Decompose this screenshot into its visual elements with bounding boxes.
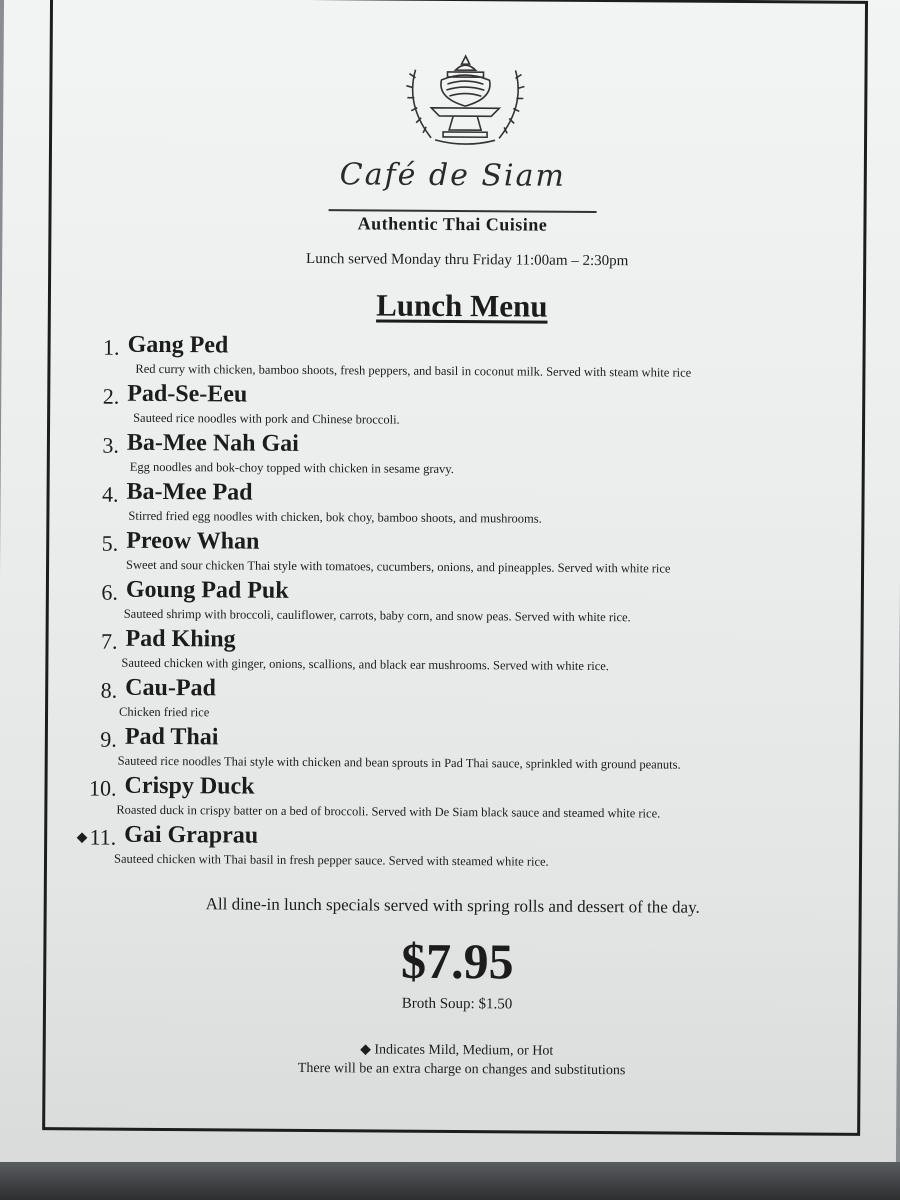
soup-price: Broth Soup: $1.50 xyxy=(401,995,513,1013)
restaurant-name: Café de Siam xyxy=(339,157,567,194)
item-title: Ba-Mee Nah Gai xyxy=(126,429,300,457)
item-description: Sauteed shrimp with broccoli, cauliflower, carrots, baby corn, and snow peas. Served with white rice. xyxy=(123,606,631,625)
item-title: Gang Ped xyxy=(127,331,229,359)
menu-item xyxy=(30,576,830,631)
menu-item xyxy=(31,331,831,386)
item-description: Stirred fried egg noodles with chicken, bok choy, bamboo shoots, and mushrooms. xyxy=(128,508,542,526)
thai-urn-logo-icon xyxy=(401,50,530,151)
item-title: Cau-Pad xyxy=(125,674,216,702)
spice-level-marker-icon: ◆ xyxy=(76,830,88,846)
item-number: 9. xyxy=(100,726,117,752)
menu-item xyxy=(29,625,829,680)
item-title: Gai Graprau xyxy=(124,821,259,849)
item-title: Goung Pad Puk xyxy=(125,576,289,604)
item-title: Ba-Mee Pad xyxy=(126,478,253,506)
item-title: Crispy Duck xyxy=(124,772,255,800)
item-title: Pad Khing xyxy=(125,625,236,653)
menu-item xyxy=(29,723,829,778)
tagline: Authentic Thai Cuisine xyxy=(357,213,548,235)
item-description: Roasted duck in crispy batter on a bed of broccoli. Served with De Siam black sauce and steamed white rice. xyxy=(116,802,661,821)
item-number: 5. xyxy=(101,530,119,556)
item-description: Sauteed chicken with ginger, onions, scallions, and black ear mushrooms. Served with white rice. xyxy=(121,655,610,674)
item-number-text: 11. xyxy=(89,824,117,850)
item-description: Chicken fried rice xyxy=(119,704,210,720)
table-surface xyxy=(0,1162,900,1200)
item-number: 8. xyxy=(100,677,118,703)
menu-item xyxy=(30,527,830,582)
menu-title: Lunch Menu xyxy=(376,287,548,324)
item-title: Preow Whan xyxy=(126,527,260,555)
substitution-note: There will be an extra charge on changes and substitutions xyxy=(297,1060,626,1079)
menu-items-list xyxy=(28,331,832,876)
item-number xyxy=(28,824,116,851)
item-description: Sauteed rice noodles Thai style with chicken and bean sprouts in Pad Thai sauce, sprinkled with ground peanuts. xyxy=(117,753,681,772)
menu-item xyxy=(28,821,828,876)
item-title: Pad Thai xyxy=(124,723,219,751)
item-number: 2. xyxy=(102,383,120,409)
menu-item xyxy=(31,429,831,484)
menu-item xyxy=(30,478,830,533)
item-description: Sauteed chicken with Thai basil in fresh pepper sauce. Served with steamed white rice. xyxy=(113,851,549,869)
item-number: 1. xyxy=(103,334,120,360)
menu-item xyxy=(29,674,829,729)
menu-item xyxy=(31,380,831,435)
item-description: Sauteed rice noodles with pork and Chinese broccoli. xyxy=(133,410,400,427)
item-description: Red curry with chicken, bamboo shoots, fresh peppers, and basil in coconut milk. Served with steam white rice xyxy=(135,361,692,380)
item-description: Sweet and sour chicken Thai style with tomatoes, cucumbers, onions, and pineapples. Served with white rice xyxy=(126,557,671,576)
item-number: 7. xyxy=(100,628,118,654)
menu-item xyxy=(28,772,828,827)
item-number: 6. xyxy=(101,579,118,605)
item-number: 3. xyxy=(102,432,120,458)
lunch-price: $7.95 xyxy=(400,932,514,990)
lunch-hours: Lunch served Monday thru Friday 11:00am – 2:30pm xyxy=(306,250,629,270)
specials-note: All dine-in lunch specials served with spring rolls and dessert of the day. xyxy=(205,894,700,917)
spice-legend: ◆ Indicates Mild, Medium, or Hot xyxy=(360,1042,554,1059)
item-number: 10. xyxy=(88,775,117,801)
item-number: 4. xyxy=(101,481,119,507)
item-title: Pad-Se-Eeu xyxy=(127,380,248,408)
item-description: Egg noodles and bok-choy topped with chicken in sesame gravy. xyxy=(129,459,454,477)
